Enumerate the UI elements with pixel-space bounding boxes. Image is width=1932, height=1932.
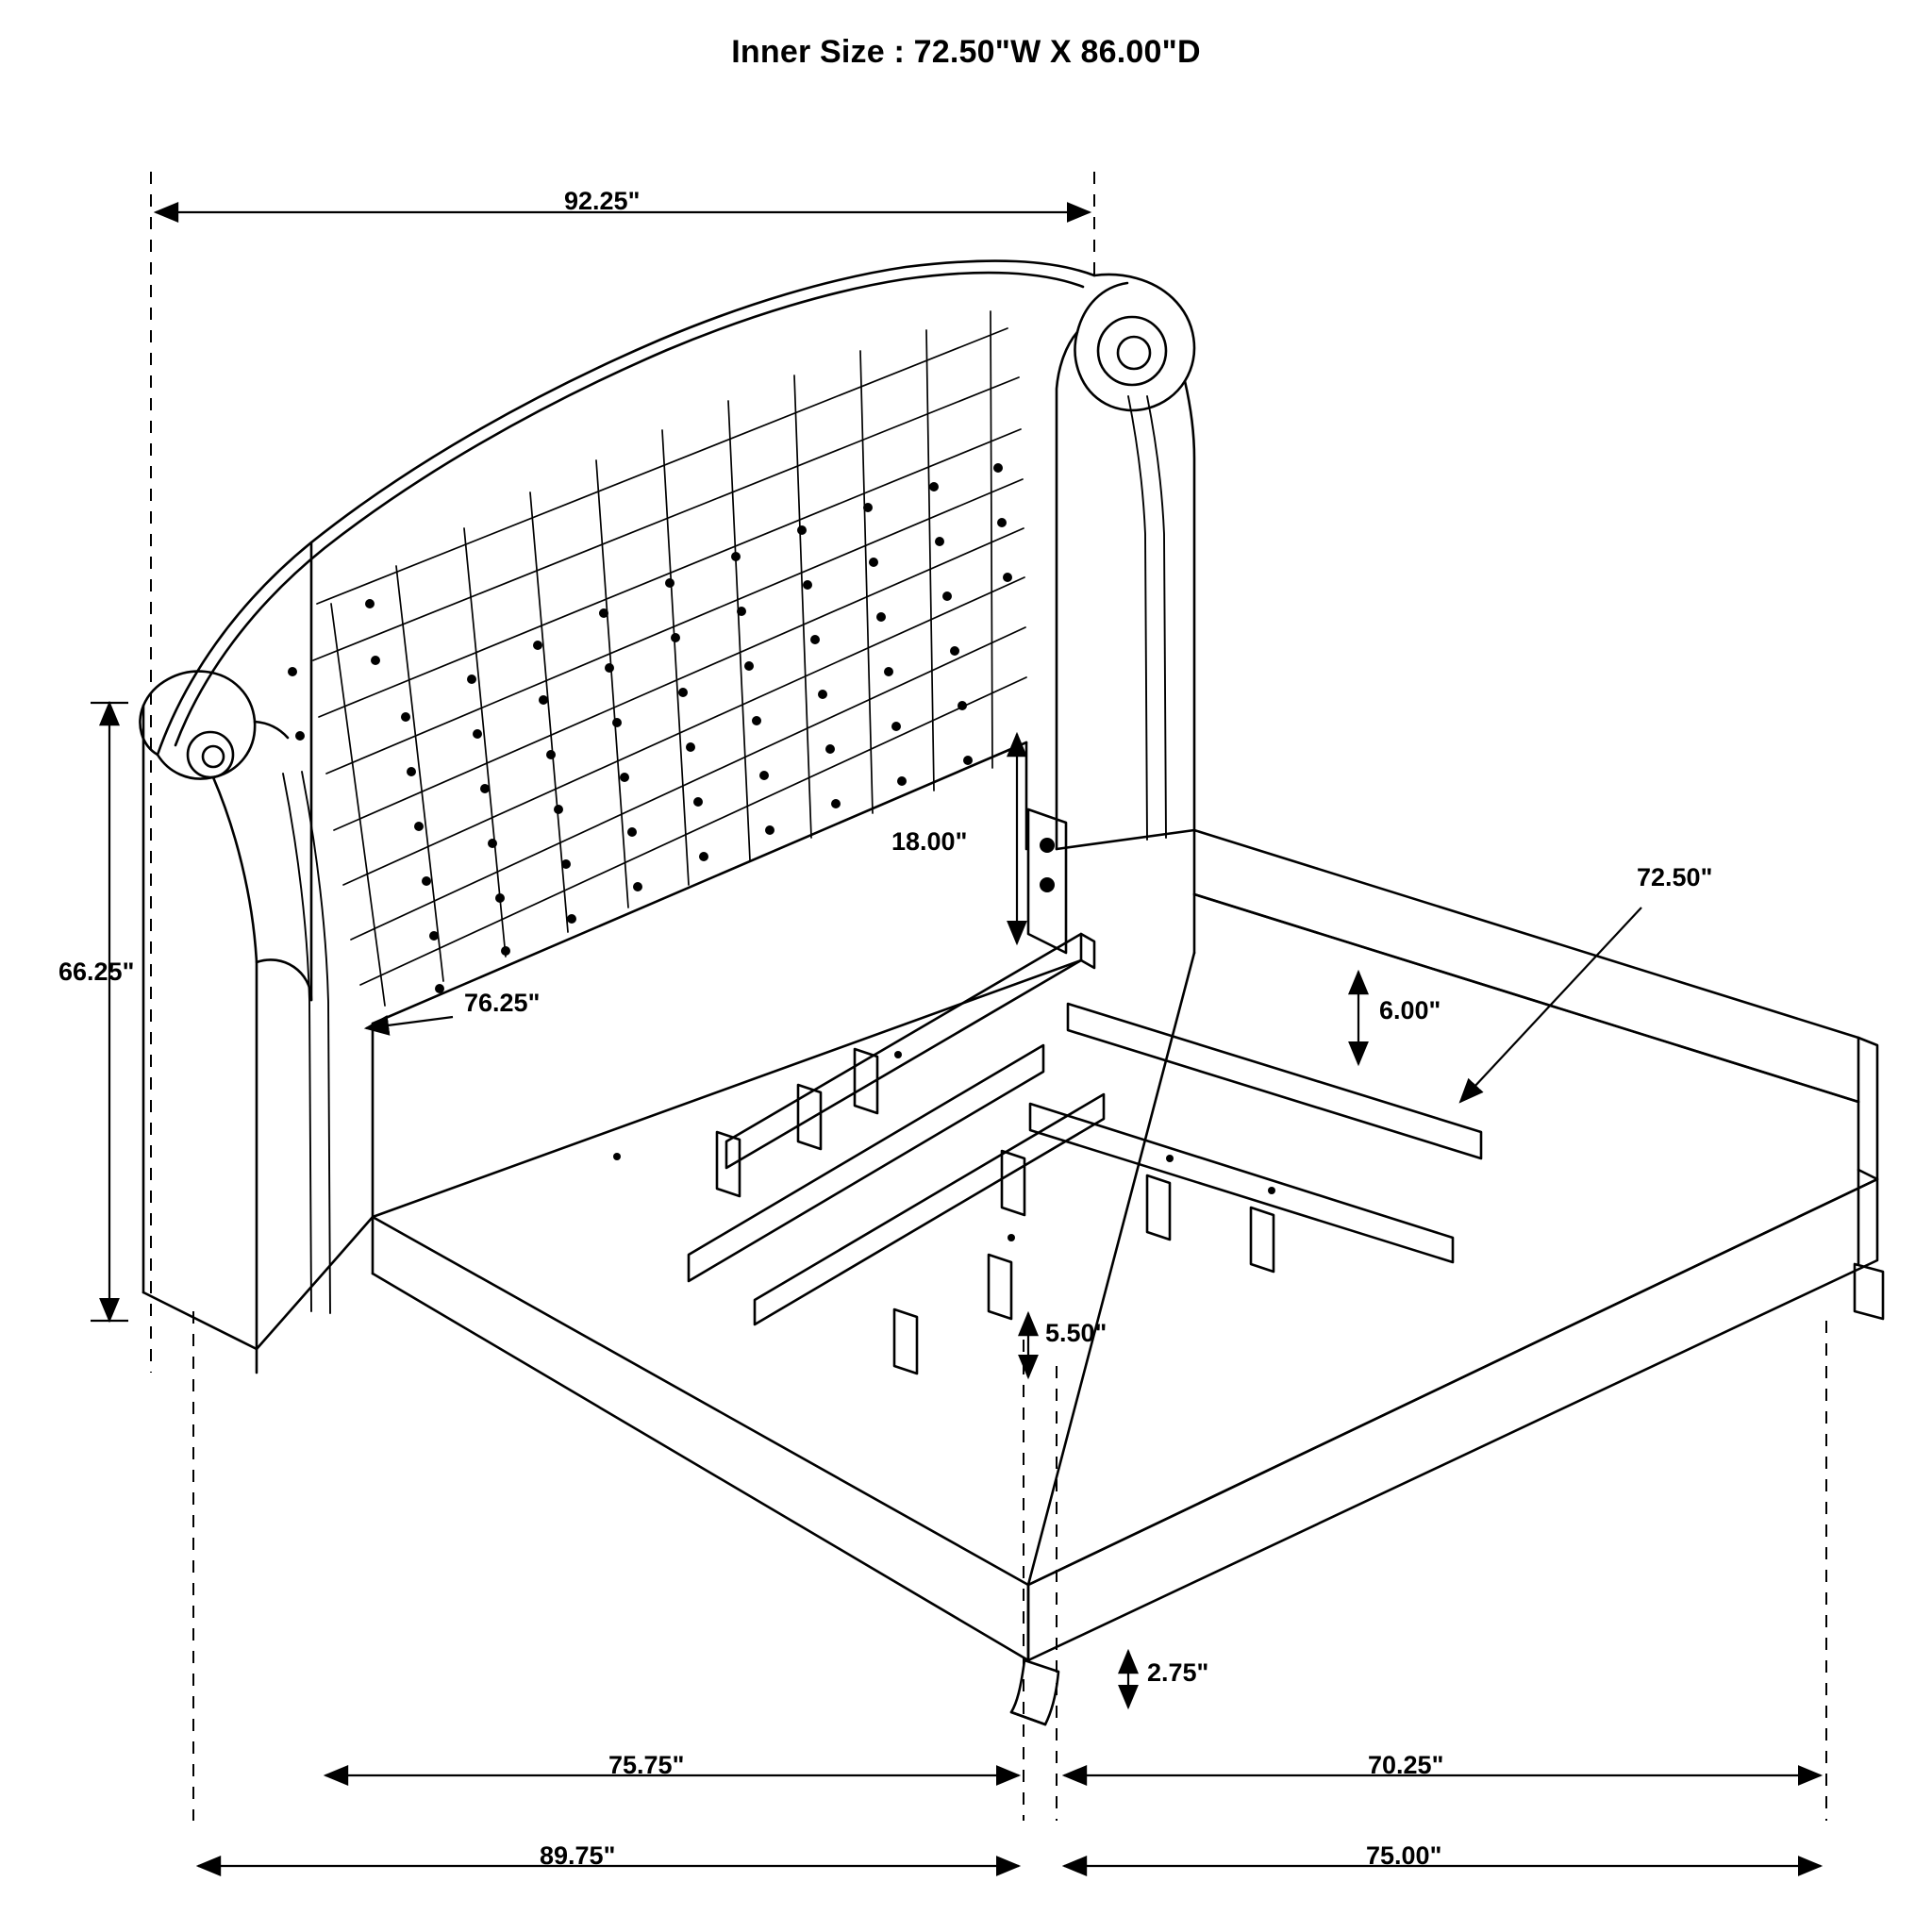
dimension-label-headboard-to-rail: 18.00" [891, 827, 968, 856]
dimension-label-overall-width: 92.25" [564, 187, 641, 215]
dimension-label-inner-rail-width: 72.50" [1637, 863, 1713, 891]
page-title: Inner Size : 72.50"W X 86.00"D [731, 34, 1201, 70]
dimension-label-headboard-panel-width: 76.25" [464, 989, 541, 1017]
dimension-label-overall-depth-back: 75.00" [1366, 1841, 1442, 1870]
dimension-label-overall-depth-front: 89.75" [540, 1841, 616, 1870]
dimension-label-headboard-height: 66.25" [58, 958, 135, 986]
dimension-label-side-depth-back: 70.25" [1368, 1751, 1444, 1779]
dimension-label-slat-clearance: 5.50" [1045, 1319, 1108, 1347]
dimension-label-side-depth-front: 75.75" [608, 1751, 685, 1779]
dimension-label-side-rail-height: 6.00" [1379, 996, 1441, 1024]
dimension-label-leg-height: 2.75" [1147, 1658, 1209, 1687]
